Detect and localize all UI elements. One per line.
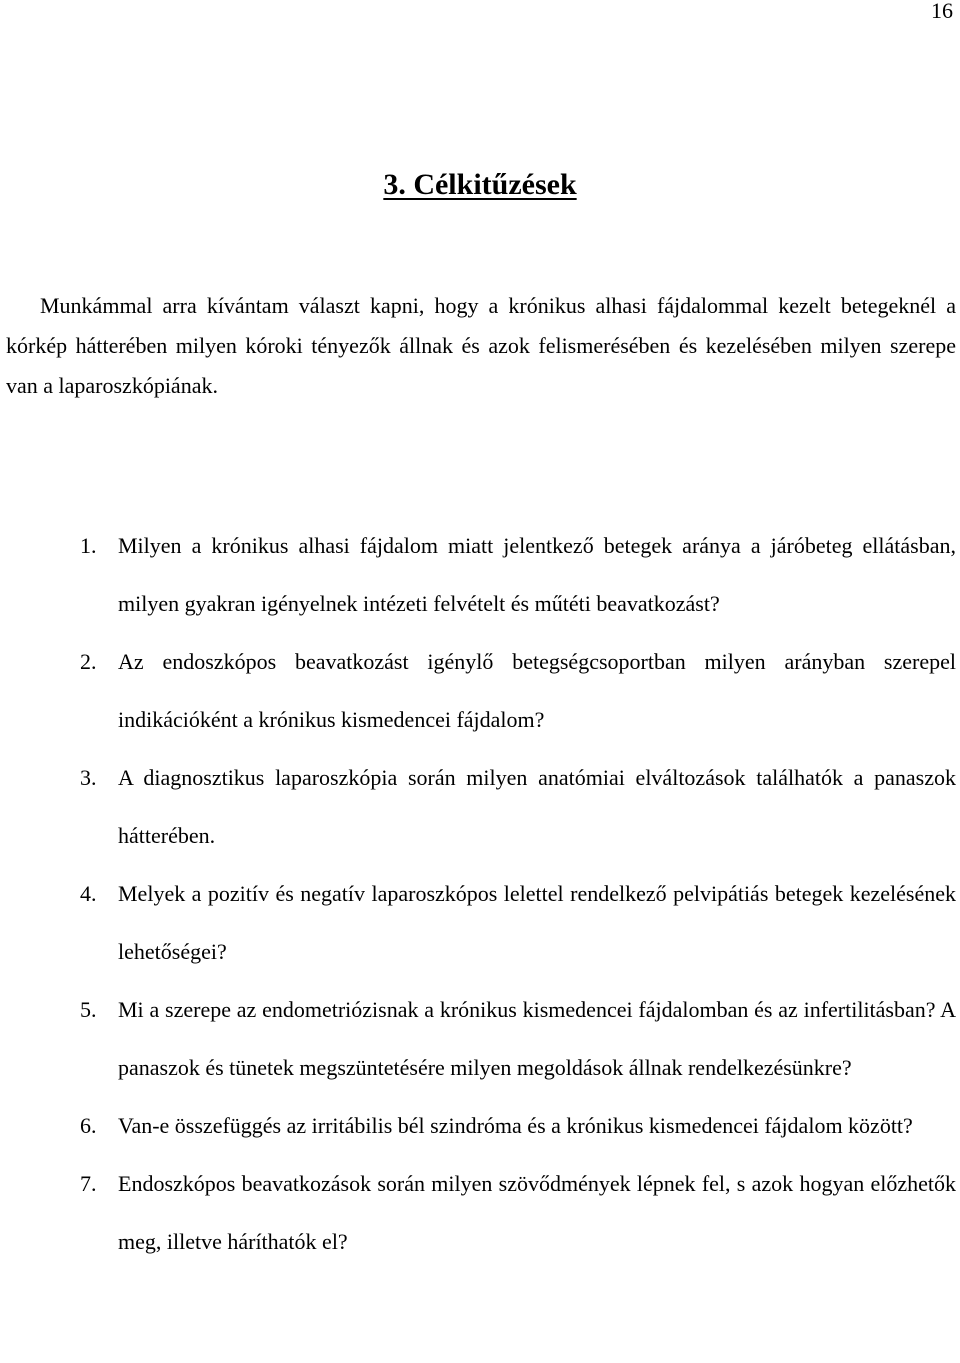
objective-number: 6.	[80, 1113, 97, 1138]
objective-item	[0, 1097, 956, 1155]
objective-text: Milyen a krónikus alhasi fájdalom miatt jelentkező betegek aránya a járóbeteg ellátásban, milyen gyakran igényelnek intézeti felvételt és műtéti beavatkozást?	[118, 533, 956, 616]
objective-number: 5.	[80, 997, 97, 1022]
objective-number: 2.	[80, 649, 97, 674]
objective-number: 3.	[80, 765, 97, 790]
objective-number: 7.	[80, 1171, 97, 1196]
objective-text: Van-e összefüggés az irritábilis bél szindróma és a krónikus kismedencei fájdalom között?	[118, 1113, 913, 1138]
objective-item	[0, 749, 956, 865]
page-number: 16	[931, 0, 953, 23]
intro-paragraph: Munkámmal arra kívántam választ kapni, hogy a krónikus alhasi fájdalommal kezelt betegeknél a kórkép hátterében milyen kóroki tényezők állnak és azok felismerésében és kezelésében milyen szerepe van a laparoszkópiának.	[6, 293, 956, 398]
section-title	[0, 165, 960, 205]
objective-text: Az endoszkópos beavatkozást igénylő betegségcsoportban milyen arányban szerepel indikációként a krónikus kismedencei fájdalom?	[118, 649, 956, 732]
objective-item	[0, 517, 956, 633]
objectives-list	[0, 517, 960, 1271]
objective-item	[0, 1155, 956, 1271]
objective-text: Mi a szerepe az endometriózisnak a krónikus kismedencei fájdalomban és az infertilitásban? A panaszok és tünetek megszüntetésére milyen megoldások állnak rendelkezésünkre?	[118, 997, 956, 1080]
objective-item	[0, 633, 956, 749]
objective-text: Endoszkópos beavatkozások során milyen szövődmények lépnek fel, s azok hogyan előzhetők meg, illetve háríthatók el?	[118, 1171, 956, 1254]
objective-number: 1.	[80, 533, 97, 558]
objective-text: Melyek a pozitív és negatív laparoszkópos lelettel rendelkező pelvipátiás betegek kezelésének lehetőségei?	[118, 881, 956, 964]
objective-item	[0, 865, 956, 981]
section-title-text: 3. Célkitűzések	[383, 168, 577, 202]
objective-number: 4.	[80, 881, 97, 906]
objective-item	[0, 981, 956, 1097]
objective-text: A diagnosztikus laparoszkópia során milyen anatómiai elváltozások találhatók a panaszok hátterében.	[118, 765, 956, 848]
